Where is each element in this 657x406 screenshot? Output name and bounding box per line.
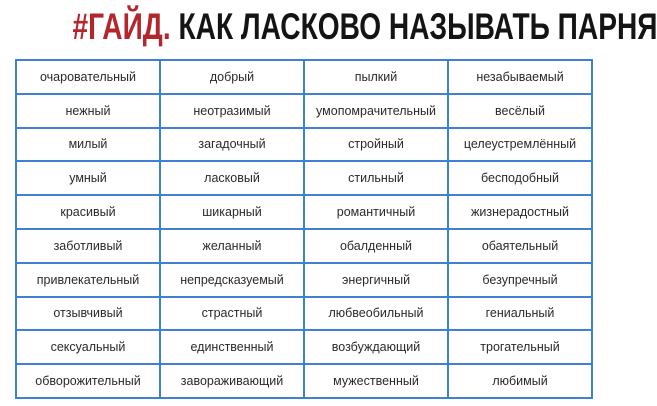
table-cell: бесподобный	[449, 162, 591, 194]
page-title	[72, 4, 657, 50]
table-cell: безупречный	[449, 264, 591, 296]
table-cell: желанный	[161, 230, 303, 262]
table-cell: ласковый	[161, 162, 303, 194]
table-cell: мужественный	[305, 365, 447, 397]
table-cell: нежный	[17, 95, 159, 127]
table-cell: целеустремлённый	[449, 129, 591, 161]
table-cell: любвеобильный	[305, 298, 447, 330]
table-cell: заботливый	[17, 230, 159, 262]
table-cell: милый	[17, 129, 159, 161]
table-cell: страстный	[161, 298, 303, 330]
table-cell: очаровательный	[17, 61, 159, 93]
table-cell: неотразимый	[161, 95, 303, 127]
table-cell: стройный	[305, 129, 447, 161]
table-cell: обаятельный	[449, 230, 591, 262]
table-cell: красивый	[17, 196, 159, 228]
table-cell: любимый	[449, 365, 591, 397]
table-cell: единственный	[161, 331, 303, 363]
table-cell: трогательный	[449, 331, 591, 363]
table-cell: непредсказуемый	[161, 264, 303, 296]
table-cell: загадочный	[161, 129, 303, 161]
table-cell: незабываемый	[449, 61, 591, 93]
table-cell: возбуждающий	[305, 331, 447, 363]
table-cell: завораживающий	[161, 365, 303, 397]
table-cell: пылкий	[305, 61, 447, 93]
table-cell: добрый	[161, 61, 303, 93]
table-cell: романтичный	[305, 196, 447, 228]
table-cell: энергичный	[305, 264, 447, 296]
table-cell: сексуальный	[17, 331, 159, 363]
word-table	[15, 59, 593, 399]
table-cell: стильный	[305, 162, 447, 194]
table-cell: отзывчивый	[17, 298, 159, 330]
hashtag-label: #ГАЙД.	[72, 6, 171, 47]
table-cell: шикарный	[161, 196, 303, 228]
table-cell: умопомрачительный	[305, 95, 447, 127]
table-cell: привлекательный	[17, 264, 159, 296]
table-cell: жизнерадостный	[449, 196, 591, 228]
table-cell: обворожительный	[17, 365, 159, 397]
table-cell: обалденный	[305, 230, 447, 262]
table-cell: гениальный	[449, 298, 591, 330]
table-cell: весёлый	[449, 95, 591, 127]
title-text: КАК ЛАСКОВО НАЗЫВАТЬ ПАРНЯ	[178, 6, 657, 47]
table-cell: умный	[17, 162, 159, 194]
